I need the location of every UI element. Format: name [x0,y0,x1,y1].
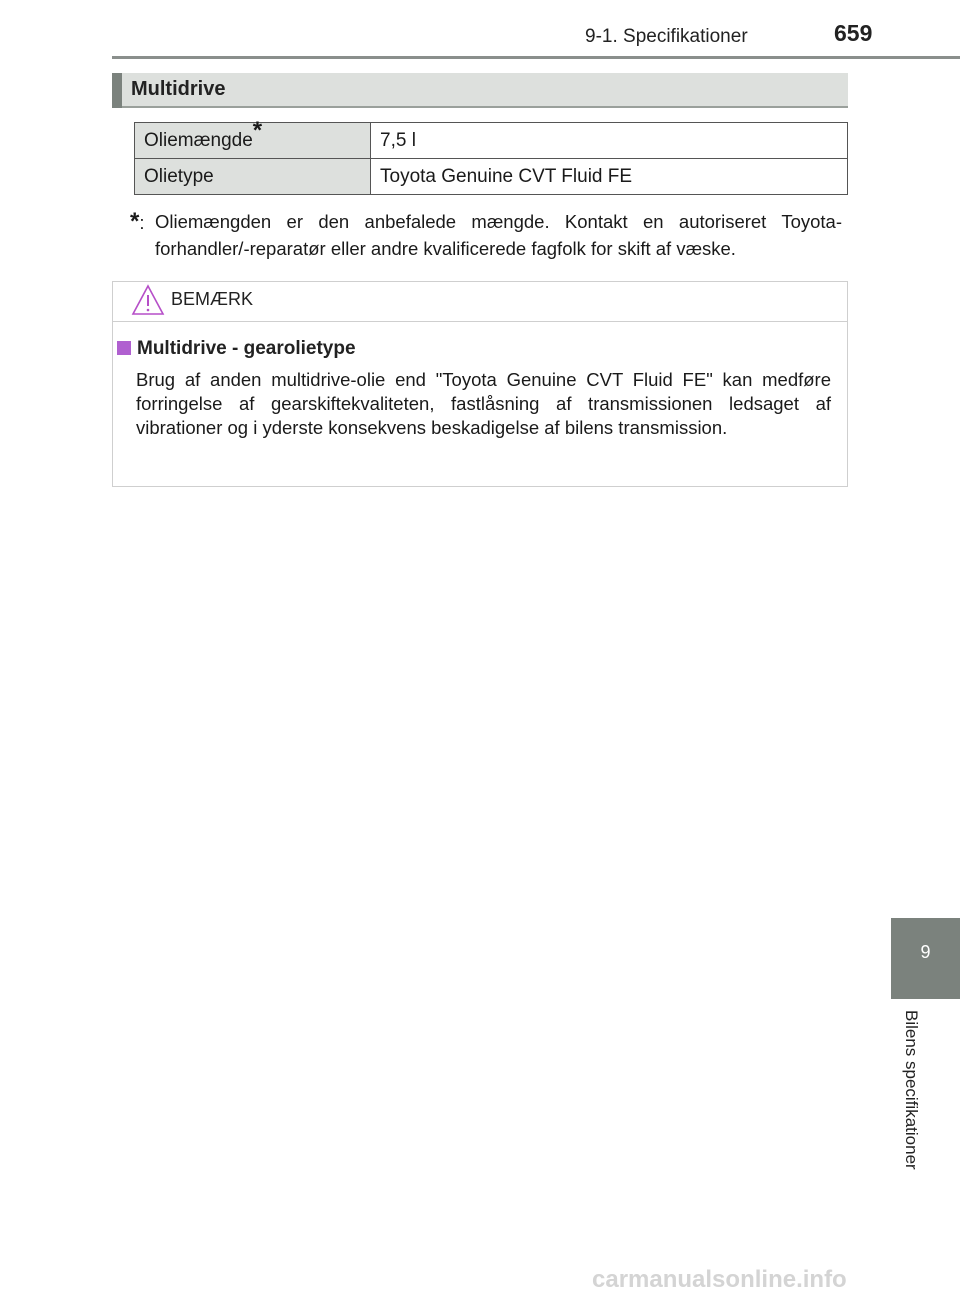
table-row [135,123,848,159]
footnote-text: Oliemængden er den anbefalede mængde. Kontakt en autoriseret Toyota-forhandler/-reparatør eller andre kvalificerede fagfolk for skift af væske. [155,211,842,259]
table-cell-value: Toyota Genuine CVT Fluid FE [371,159,848,195]
footnote [130,208,842,262]
notice-header [113,282,847,322]
chapter-tab-title: Bilens specifikationer [902,1010,921,1170]
bullet-square-icon [117,341,131,355]
warning-triangle-icon [131,283,165,322]
watermark: carmanualsonline.info [592,1266,847,1293]
section-heading-title: Multidrive [131,78,226,100]
header-rule [112,56,960,59]
spec-table [134,116,848,195]
notice-box [112,281,848,487]
notice-item-title: Multidrive - gearolietype [117,338,356,360]
table-row [135,159,848,195]
header-section-title: 9-1. Specifikationer [585,26,748,47]
table-cell-label: Olietype [135,159,371,195]
table-cell-label: Oliemængde* [135,123,371,159]
notice-item-text: Brug af anden multidrive-olie end "Toyota Genuine CVT Fluid FE" kan medføre forringelse af gearskiftekvaliteten, fastlåsning af transmissionen ledsaget af vibrationer og i yderste konsekvens beskadigelse af bilens transmission. [136,369,831,438]
notice-label: BEMÆRK [171,289,254,309]
section-heading-bar [112,73,122,108]
footnote-marker: * [252,116,263,144]
table-cell-value: 7,5 l [371,123,848,159]
footnote-marker: *: [130,208,145,235]
chapter-tab-number: 9 [920,942,931,962]
page-number: 659 [834,20,873,46]
section-heading [112,73,848,108]
chapter-tab [891,918,960,999]
